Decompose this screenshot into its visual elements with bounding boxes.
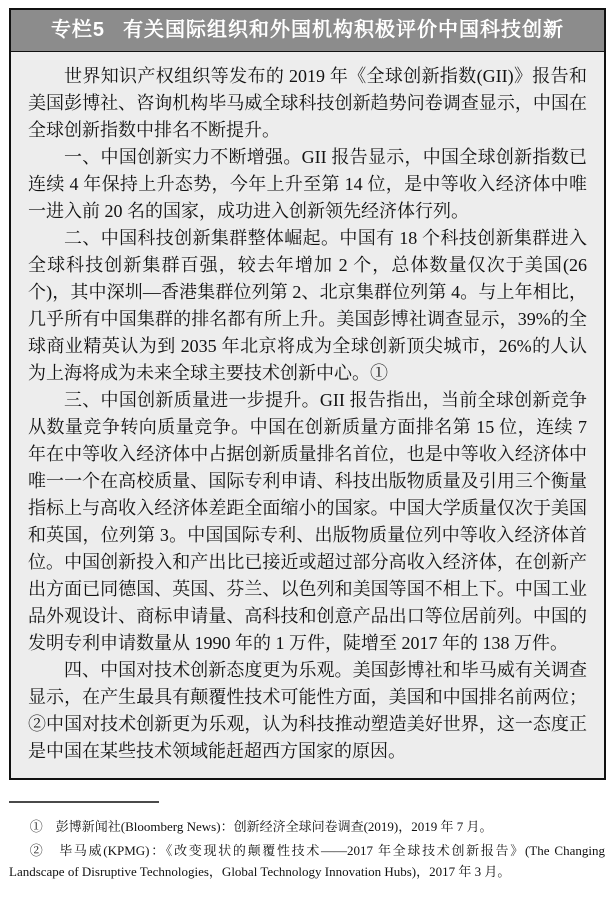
footnote-divider (9, 801, 159, 803)
column-header (11, 10, 604, 52)
footnote-2: ② 毕马威(KPMG)：《改变现状的颠覆性技术——2017 年全球技术创新报告》(The Changing Landscape of Disruptive Technologies，Global Technology Innovation Hubs)，2017 年 3 月。 (9, 843, 605, 879)
column-box (9, 8, 606, 780)
paragraph-point-2: 二、中国科技创新集群整体崛起。中国有 18 个科技创新集群进入全球科技创新集群百强，较去年增加 2 个，总体数量仅次于美国(26 个)，其中深圳—香港集群位列第 2、北京集群位列第 4。与上年相比，几乎所有中国集群的排名都有所上升。美国彭博社调查显示，39%的全球商业精英认为到 2035 年北京将成为全球创新顶尖城市，26%的人认为上海将成为未来全球主要技术创新中心。① (28, 228, 587, 383)
column-header-label: 专栏5 (50, 19, 106, 41)
column-header-title: 有关国际组织和外国机构积极评价中国科技创新 (123, 19, 565, 41)
footnote-1: ① 彭博新闻社(Bloomberg News)：创新经济全球问卷调查(2019)，2019 年 7 月。 (29, 819, 493, 834)
paragraph-point-4: 四、中国对技术创新态度更为乐观。美国彭博社和毕马威有关调查显示，在产生最具有颠覆性技术可能性方面，美国和中国排名前两位；②中国对技术创新更为乐观，认为科技推动塑造美好世界，这一态度正是中国在某些技术领域能赶超西方国家的原因。 (28, 660, 587, 761)
paragraph-point-3: 三、中国创新质量进一步提升。GII 报告指出，当前全球创新竞争从数量竞争转向质量竞争。中国在创新质量方面排名第 15 位，连续 7 年在中等收入经济体中占据创新质量排名首位，也是中等收入经济体中唯一一个在高校质量、国际专利申请、科技出版物质量及引用三个衡量指标上与高收入经济体差距全面缩小的国家。中国大学质量仅次于美国和英国，位列第 3。中国国际专利、出版物质量位列中等收入经济体首位。中国创新投入和产出比已接近或超过部分高收入经济体，在创新产出方面已同德国、英国、芬兰、以色列和美国等国不相上下。中国工业品外观设计、商标申请量、高科技和创意产品出口等位居前列。中国的发明专利申请数量从 1990 年的 1 万件，陡增至 2017 年的 138 万件。 (28, 390, 587, 653)
paragraph-point-1: 一、中国创新实力不断增强。GII 报告显示，中国全球创新指数已连续 4 年保持上升态势，今年上升至第 14 位，是中等收入经济体中唯一进入前 20 名的国家，成功进入创新领先经济体行列。 (28, 147, 587, 221)
column-body (11, 52, 604, 778)
footnotes (9, 816, 605, 885)
paragraph-intro: 世界知识产权组织等发布的 2019 年《全球创新指数(GII)》报告和美国彭博社、咨询机构毕马威全球科技创新趋势问卷调查显示，中国在全球创新指数中排名不断提升。 (28, 66, 587, 140)
